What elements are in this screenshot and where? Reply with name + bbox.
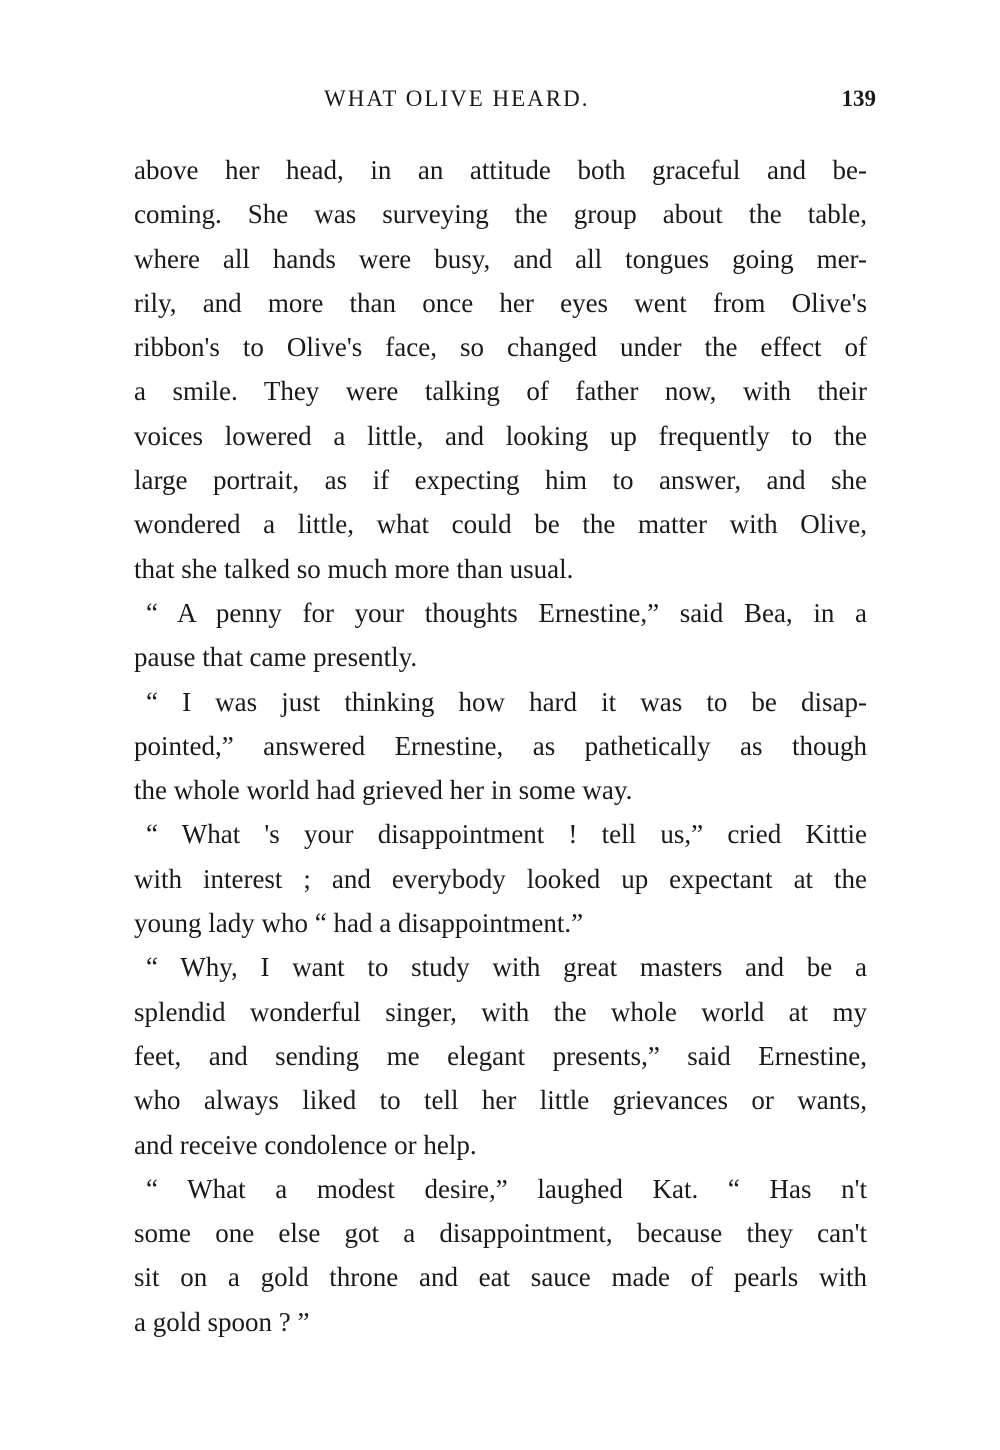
- text-line: with interest ; and everybody looked up expectant at the: [134, 863, 867, 894]
- text-line: wondered a little, what could be the matter with Olive,: [134, 509, 867, 540]
- text-line: splendid wonderful singer, with the whole world at my: [134, 996, 867, 1027]
- text-line: coming. She was surveying the group about the table,: [134, 199, 867, 230]
- text-line: “ Why, I want to study with great masters and be a: [146, 952, 867, 983]
- text-line: pointed,” answered Ernestine, as pathetically as though: [134, 730, 867, 761]
- text-line: “ What 's your disappointment ! tell us,” cried Kittie: [146, 819, 867, 850]
- text-line: above her head, in an attitude both graceful and be-: [134, 155, 867, 185]
- text-line: young lady who “ had a disappointment.”: [134, 908, 584, 939]
- text-line: pause that came presently.: [134, 642, 418, 673]
- running-head: [134, 86, 876, 118]
- text-line: “ A penny for your thoughts Ernestine,” said Bea, in a: [146, 597, 867, 628]
- text-line: and receive condolence or help.: [134, 1129, 477, 1160]
- text-line: voices lowered a little, and looking up frequently to the: [134, 420, 867, 451]
- page-number: 139: [841, 86, 876, 111]
- text-line: feet, and sending me elegant presents,” said Ernestine,: [134, 1040, 867, 1071]
- text-line: large portrait, as if expecting him to answer, and she: [134, 465, 867, 496]
- text-line: “ I was just thinking how hard it was to be disap-: [146, 686, 867, 717]
- text-line: a smile. They were talking of father now, with their: [134, 376, 867, 407]
- text-line: sit on a gold throne and eat sauce made of pearls with: [134, 1262, 867, 1293]
- text-line: who always liked to tell her little grievances or wants,: [134, 1085, 867, 1116]
- text-line: rily, and more than once her eyes went from Olive's: [134, 287, 867, 318]
- text-line: the whole world had grieved her in some way.: [134, 775, 633, 806]
- text-line: “ What a modest desire,” laughed Kat. “ Has n't: [146, 1173, 867, 1204]
- running-title: WHAT OLIVE HEARD.: [324, 86, 590, 111]
- text-line: ribbon's to Olive's face, so changed under the effect of: [134, 332, 867, 363]
- text-line: that she talked so much more than usual.: [134, 553, 574, 584]
- text-line: a gold spoon ? ”: [134, 1306, 310, 1337]
- body-text: [134, 148, 867, 1344]
- text-line: some one else got a disappointment, because they can't: [134, 1218, 867, 1249]
- text-line: where all hands were busy, and all tongues going mer-: [134, 243, 867, 274]
